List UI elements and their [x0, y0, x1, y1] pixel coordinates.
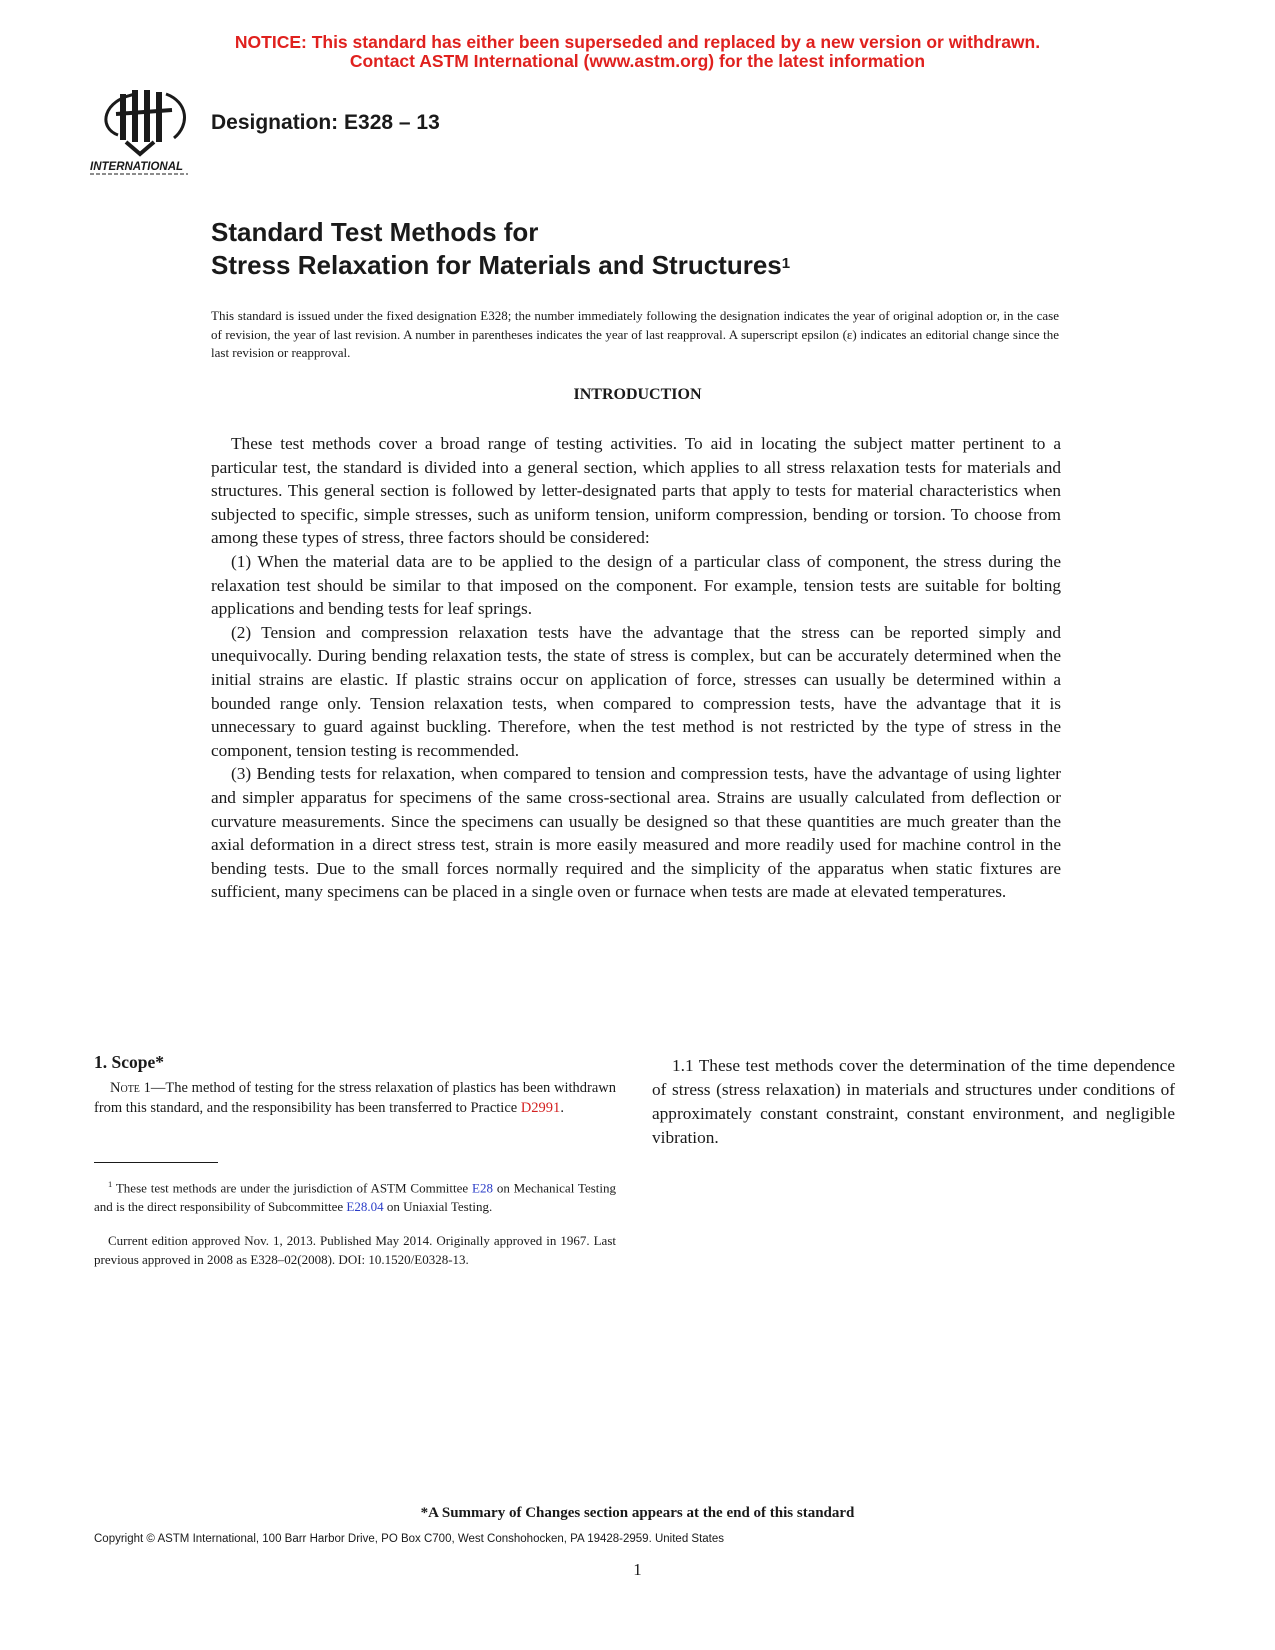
note-label: Note: [110, 1080, 140, 1096]
title-footnote-mark: 1: [781, 255, 791, 272]
e28-04-link[interactable]: E28.04: [346, 1198, 384, 1214]
introduction-heading: INTRODUCTION: [573, 386, 702, 403]
title-line-2: Stress Relaxation for Materials and Structures$^1$: [211, 250, 791, 280]
superseded-notice: [0, 33, 1275, 71]
notice-line-1: NOTICE: This standard has either been superseded and replaced by a new version or withdrawn.: [234, 32, 1041, 52]
footnote-1: $^1$ These test methods are under the jurisdiction of ASTM Committee E28 on Mechanical Testing and is the direct responsibility of Subcommittee E28.04 on Uniaxial Testing.: [94, 1179, 617, 1214]
section-1-1: 1.1 These test methods cover the determination of the time dependence of stress (stress relaxation) in materials and structures under conditions of approximately constant constraint, constant environment, and negligible vibration.: [652, 1056, 1175, 1147]
summary-of-changes-note: *A Summary of Changes section appears at the end of this standard: [420, 1505, 855, 1521]
copyright-line: Copyright © ASTM International, 100 Barr Harbor Drive, PO Box C700, West Conshohocken, PA 19428-2959. United States: [94, 1533, 725, 1545]
introduction-body: [211, 432, 1061, 904]
footnote-edition: Current edition approved Nov. 1, 2013. Published May 2014. Originally approved in 1967. Last previous approved in 2008 as E328–02(2008). DOI: 10.1520/E0328-13.: [94, 1233, 616, 1267]
note-1: Note 1—The method of testing for the stress relaxation of plastics has been withdrawn from this standard, and the responsibility has been transferred to Practice D2991.: [94, 1080, 616, 1116]
d2991-link[interactable]: D2991: [520, 1100, 561, 1116]
e28-link[interactable]: E28: [472, 1180, 493, 1196]
scope-heading: 1. Scope*: [94, 1052, 164, 1072]
intro-paragraph: (3) Bending tests for relaxation, when compared to tension and compression tests, have the advantage of using lighter and simpler apparatus for specimens of the same cross-sectional area. Strains are usually calculated from deflection or curvature measurements. Since the specimens can usually be designed so that these quantities are much greater than the axial deformation in a direct stress test, strain is more easily measured and more readily used for machine control in the bending tests. Due to the small forces normally required and the simplicity of the apparatus when static fixtures are sufficient, many specimens can be placed in a single oven or furnace when tests are made at elevated temperatures.: [211, 764, 1061, 902]
logo-wordmark: INTERNATIONAL: [90, 161, 184, 173]
notice-line-2: Contact ASTM International (www.astm.org) for the latest information: [349, 51, 926, 71]
intro-paragraph: These test methods cover a broad range of testing activities. To aid in locating the subject matter pertinent to a particular test, the standard is divided into a general section, which applies to all stress relaxation tests for materials and structures. This general section is followed by letter-designated parts that apply to tests for material characteristics when subjected to specific, simple stresses, such as uniform tension, uniform compression, bending or torsion. To choose from among these types of stress, three factors should be considered:: [211, 434, 1061, 548]
page-number: 1: [633, 1560, 642, 1579]
footnote-divider: [94, 1162, 218, 1163]
astm-logo-icon: [88, 80, 198, 180]
intro-paragraph: (1) When the material data are to be applied to the design of a particular class of component, the stress during the relaxation test should be similar to that imposed on the component. For example, tension tests are suitable for bolting applications and bending tests for leaf springs.: [211, 551, 1061, 619]
designation: Designation: E328 – 13: [211, 111, 440, 134]
intro-paragraph: (2) Tension and compression relaxation tests have the advantage that the stress can be reported simply and unequivocally. During bending relaxation tests, the state of stress is complex, but can be accurately determined when the initial strains are elastic. If plastic strains occur on application of force, stresses can usually be determined within a bounded range only. Tension relaxation tests, when compared to compression tests, have the advantage that it is unnecessary to guard against buckling. Therefore, when the test method is not restricted by the type of stress in the component, tension testing is recommended.: [211, 622, 1061, 760]
issuance-statement: This standard is issued under the fixed designation E328; the number immediately following the designation indicates the year of original adoption or, in the case of revision, the year of last revision. A number in parentheses indicates the year of last reapproval. A superscript epsilon (ε) indicates an editorial change since the last revision or reapproval.: [211, 308, 1059, 360]
title-line-1: Standard Test Methods for: [211, 217, 539, 247]
document-title: [211, 216, 790, 282]
